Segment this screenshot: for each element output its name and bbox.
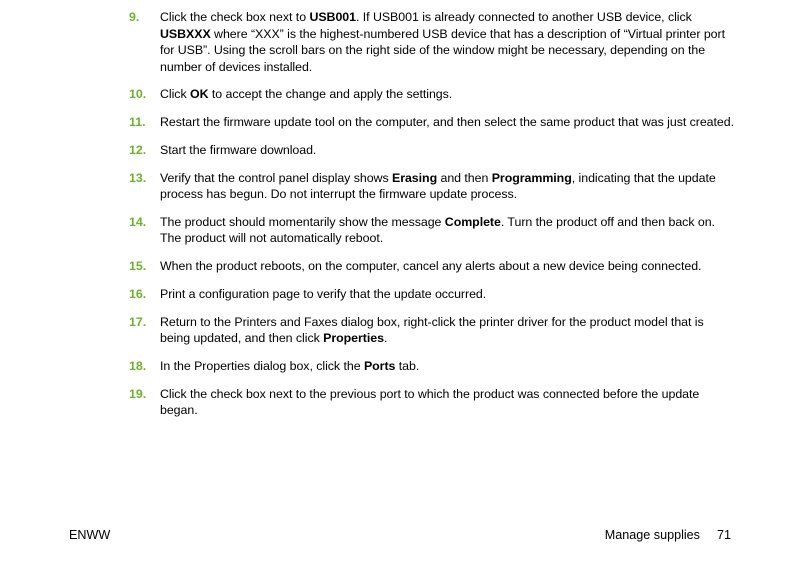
step-text-run: , indicating that the update process has begun. Do not interrupt the firmware update process. (160, 170, 716, 202)
step-number: 18. (129, 359, 147, 374)
step-text (160, 86, 734, 103)
step-text-run: Restart the firmware update tool on the computer, and then select the same product that was just created. (160, 115, 734, 130)
step-text (160, 286, 734, 303)
step-text-emphasis: Ports (363, 359, 396, 374)
footer-left-label: ENWW (69, 528, 111, 542)
step-text (160, 358, 734, 375)
step-item (129, 170, 734, 203)
step-text (160, 142, 734, 159)
step-item (129, 358, 734, 375)
step-text-emphasis: Complete (444, 214, 501, 229)
step-item (129, 114, 734, 131)
step-text-run: The product should momentarily show the message (160, 214, 445, 229)
step-text-emphasis: OK (190, 87, 209, 102)
step-text-run: . If USB001 is already connected to another USB device, click (355, 10, 692, 24)
step-text-emphasis: USBXXX (160, 26, 211, 41)
footer-section-title: Manage supplies (604, 528, 700, 542)
step-text (160, 9, 734, 75)
step-item (129, 142, 734, 159)
step-text-emphasis: Properties (323, 331, 384, 346)
step-text-run: tab. (395, 359, 420, 374)
step-text (160, 170, 734, 203)
step-number: 13. (129, 170, 147, 185)
step-text (160, 258, 734, 275)
step-text-run: Click the check box next to the previous port to which the product was connected before the update began. (160, 386, 700, 418)
step-text-run: to accept the change and apply the settings. (208, 87, 453, 102)
step-text-run: . (383, 331, 388, 346)
step-text-run: Verify that the control panel display shows (160, 170, 392, 185)
step-number: 10. (129, 87, 147, 102)
step-text-run: Start the firmware download. (160, 142, 317, 157)
step-number: 11. (129, 115, 146, 130)
step-item (129, 286, 734, 303)
step-text-emphasis: Erasing (391, 170, 438, 185)
step-text (160, 386, 734, 419)
step-item (129, 258, 734, 275)
step-number: 16. (129, 287, 147, 302)
step-text-emphasis: USB001 (309, 10, 356, 24)
step-item (129, 314, 734, 347)
step-text (160, 114, 734, 131)
step-number: 12. (129, 142, 147, 157)
step-number: 9. (129, 10, 140, 24)
step-item (129, 386, 734, 419)
step-number: 19. (129, 386, 147, 401)
step-text-run: In the Properties dialog box, click the (160, 359, 364, 374)
step-number: 17. (129, 314, 147, 329)
page-number: 71 (716, 528, 731, 542)
step-item (129, 214, 734, 247)
step-text-emphasis: Programming (491, 170, 572, 185)
step-text-run: where “XXX” is the highest-numbered USB device that has a description of “Virtual printer port for USB”. Using the scroll bars on the right side of the window might be necessary, depending on the number of devices installed. (160, 26, 725, 74)
step-item (129, 86, 734, 103)
step-number: 14. (129, 214, 147, 229)
step-number: 15. (129, 259, 147, 274)
step-text-run: and then (437, 170, 492, 185)
step-text-run: When the product reboots, on the computer, cancel any alerts about a new device being connected. (160, 259, 702, 274)
footer-right (605, 527, 731, 543)
step-list (129, 9, 734, 430)
step-text (160, 314, 734, 347)
step-text-run: Return to the Printers and Faxes dialog box, right-click the printer driver for the product model that is being updated, and then click (160, 314, 704, 346)
step-item (129, 9, 734, 75)
step-text-run: Click the check box next to (160, 10, 310, 24)
step-text-run: . Turn the product off and then back on. The product will not automatically reboot. (160, 214, 715, 246)
step-text-run: Click (160, 87, 190, 102)
step-text-run: Print a configuration page to verify that the update occurred. (160, 287, 487, 302)
step-text (160, 214, 734, 247)
